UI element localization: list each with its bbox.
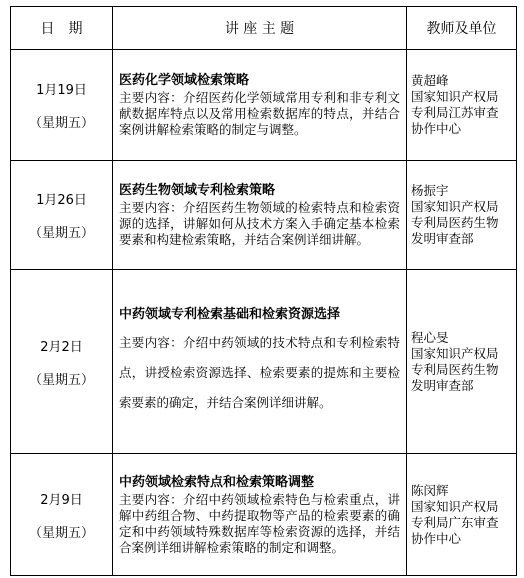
lecture-schedule-table: [10, 6, 517, 576]
lecture-weekday: （星期五）: [28, 116, 94, 131]
teacher-org: 专利局医药生物: [411, 215, 499, 230]
header-date: 日 期: [11, 7, 113, 50]
table-row: [11, 270, 517, 454]
lecture-title: 医药化学领域检索策略: [119, 73, 250, 88]
topic-cell: [113, 270, 407, 454]
lecture-title: 中药领域专利检索基础和检索资源选择: [119, 306, 341, 322]
teacher-org: 协作中心: [411, 121, 462, 136]
lecture-date: 2月9日: [40, 492, 83, 508]
lecture-title: 医药生物领域专利检索策略: [119, 183, 276, 198]
teacher-org: 国家知识产权局: [411, 199, 499, 214]
teacher-org: 专利局广东审查: [411, 514, 499, 530]
table-row: [11, 454, 517, 576]
teacher-org: 专利局江苏审查: [411, 105, 499, 120]
topic-cell: [113, 50, 407, 161]
table-row: [11, 50, 517, 161]
lecture-content: 主要内容：介绍医药化学领域常用专利和非专利文献数据库特点以及常用检索数据库的特点，并结合案例讲解检索策略的制定与调整。: [119, 90, 400, 137]
teacher-name: 杨振宇: [411, 183, 449, 198]
header-topic: 讲 座 主 题: [113, 7, 407, 50]
teacher-org: 国家知识产权局: [411, 498, 499, 514]
table-header-row: [11, 7, 517, 50]
date-cell: [11, 50, 113, 161]
teacher-org: 发明审查部: [411, 231, 474, 246]
lecture-date: 1月19日: [36, 83, 87, 98]
lecture-date: 1月26日: [36, 193, 87, 208]
header-teacher: 教师及单位: [407, 7, 517, 50]
teacher-name: 程心旻: [411, 329, 449, 345]
lecture-date: 2月2日: [40, 339, 83, 355]
teacher-org: 专利局医药生物: [411, 361, 499, 377]
teacher-org: 国家知识产权局: [411, 89, 499, 104]
date-cell: [11, 454, 113, 576]
lecture-content: 主要内容：介绍中药领域检索特色与检索重点，讲解中药组合物、中药提取物等产品的检索要素的确定和中药领域特殊数据库等检索资源的选择，并结合案例详细讲解检索策略的制定和调整。: [119, 491, 400, 555]
date-cell: [11, 270, 113, 454]
topic-cell: [113, 161, 407, 270]
teacher-cell: [407, 161, 517, 270]
lecture-weekday: （星期五）: [28, 372, 94, 388]
teacher-org: 国家知识产权局: [411, 345, 499, 361]
lecture-weekday: （星期五）: [28, 226, 94, 241]
table-row: [11, 161, 517, 270]
teacher-org: 协作中心: [411, 530, 462, 546]
teacher-org: 发明审查部: [411, 377, 474, 393]
lecture-title: 中药领域检索特点和检索策略调整: [119, 474, 315, 490]
teacher-name: 陈闵辉: [411, 482, 449, 498]
teacher-name: 黄超峰: [411, 73, 449, 88]
teacher-cell: [407, 454, 517, 576]
teacher-cell: [407, 50, 517, 161]
lecture-content: 主要内容：介绍医药生物领域的检索特点和检索资源的选择，讲解如何从技术方案入手确定基本检索要素和构建检索策略，并结合案例详细讲解。: [119, 200, 400, 247]
teacher-cell: [407, 270, 517, 454]
topic-cell: [113, 454, 407, 576]
lecture-weekday: （星期五）: [28, 525, 94, 541]
date-cell: [11, 161, 113, 270]
lecture-content: 主要内容：介绍中药领域的技术特点和专利检索特点，讲授检索资源选择、检索要素的提炼和主要检索要素的确定，并结合案例详细讲解。: [119, 334, 400, 410]
